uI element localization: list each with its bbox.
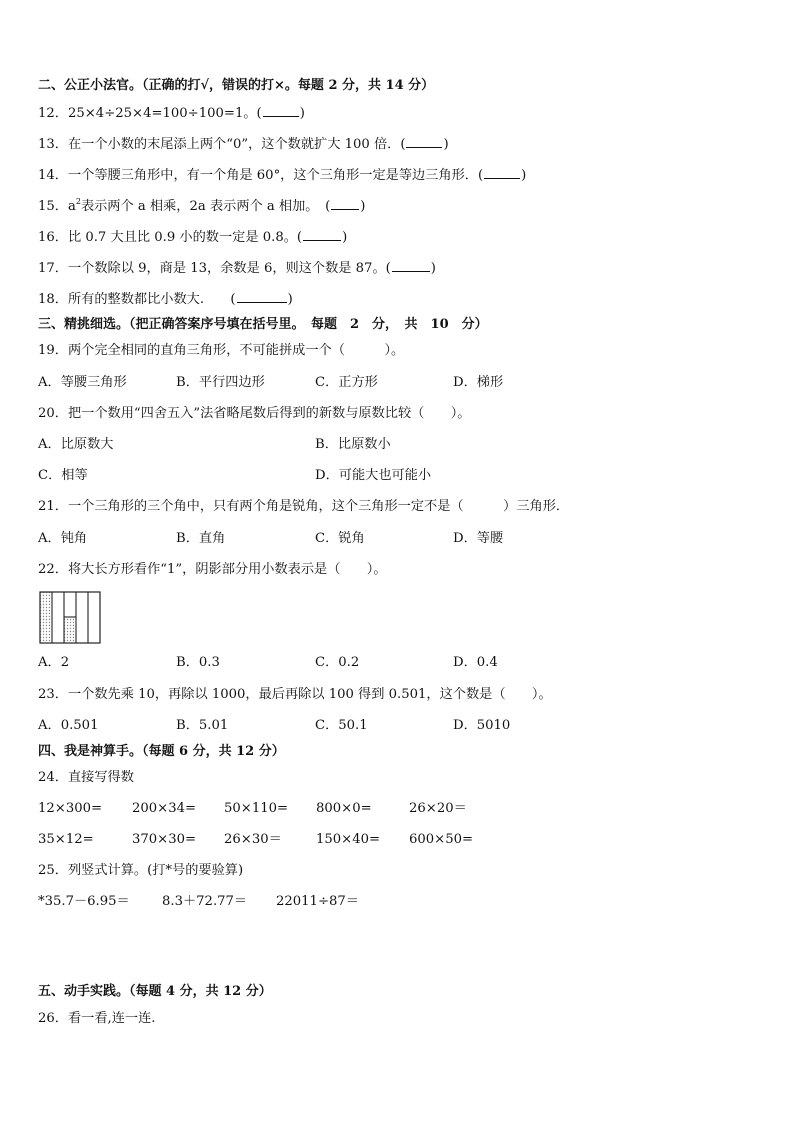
answer-blank-15[interactable] xyxy=(331,197,359,210)
calc-item: 370×30= xyxy=(132,832,197,847)
question-15-text-b: 表示两个 a 相乘，2a 表示两个 a 相加。 ( xyxy=(80,199,331,214)
question-23-text: 23．一个数先乘 10，再除以 1000，最后再除以 100 得到 0.501，这个数是（ ）。 xyxy=(38,687,552,702)
question-16-text: 16．比 0.7 大且比 0.9 小的数一定是 0.8。( xyxy=(38,230,303,245)
question-16-close: ) xyxy=(342,230,348,245)
calc-item: 26×20＝ xyxy=(409,801,467,816)
q21-option-d[interactable]: D．等腰 xyxy=(453,531,504,546)
question-15-exponent: 2 xyxy=(75,196,81,206)
calc-item: 600×50= xyxy=(409,832,474,847)
question-17-text: 17．一个数除以 9，商是 13，余数是 6，则这个数是 87。( xyxy=(38,261,391,276)
q19-option-b[interactable]: B．平行四边形 xyxy=(176,375,265,390)
q20-option-d[interactable]: D．可能大也可能小 xyxy=(315,468,432,483)
vertical-calc-item: *35.7－6.95＝ xyxy=(38,894,130,909)
calc-item: 50×110= xyxy=(224,801,289,816)
shaded-strip-middle xyxy=(64,617,76,643)
question-21-text: 21．一个三角形的三个角中，只有两个角是锐角，这个三角形一定不是（ ）三角形． xyxy=(38,499,570,514)
vertical-calc-item: 8.3＋72.77＝ xyxy=(162,894,248,909)
question-12-close: ) xyxy=(299,106,305,121)
calc-item: 12×300= xyxy=(38,801,103,816)
question-14 xyxy=(38,166,526,185)
answer-blank-18[interactable] xyxy=(237,290,287,303)
shaded-strip-left xyxy=(40,592,52,643)
question-15 xyxy=(38,197,365,216)
question-18-close: ) xyxy=(287,292,293,307)
answer-blank-16[interactable] xyxy=(303,228,341,241)
q21-option-b[interactable]: B．直角 xyxy=(176,531,226,546)
question-16 xyxy=(38,228,347,247)
q23-option-a[interactable]: A．0.501 xyxy=(38,718,99,733)
q19-option-d[interactable]: D．梯形 xyxy=(453,375,504,390)
calc-item: 800×0= xyxy=(316,801,372,816)
q23-option-b[interactable]: B．5.01 xyxy=(176,718,229,733)
q21-option-a[interactable]: A．钝角 xyxy=(38,531,88,546)
answer-blank-14[interactable] xyxy=(484,166,520,179)
q23-option-c[interactable]: C．50.1 xyxy=(315,718,368,733)
question-13-close: ) xyxy=(443,137,449,152)
question-15-text-a: 15．a xyxy=(38,199,76,214)
calc-item: 35×12= xyxy=(38,832,94,847)
question-25-text: 25．列竖式计算。(打*号的要验算) xyxy=(38,863,244,878)
q21-option-c[interactable]: C．锐角 xyxy=(315,531,365,546)
question-20-text: 20．把一个数用“四舍五入”法省略尾数后得到的新数与原数比较（ ）。 xyxy=(38,406,471,421)
question-14-close: ) xyxy=(521,168,527,183)
section-2-title: 二、公正小法官。（正确的打√，错误的打×。每题 2 分，共 14 分） xyxy=(38,78,435,93)
section-3-title: 三、精挑细选。（把正确答案序号填在括号里。 每题 2 分， 共 10 分） xyxy=(38,317,488,332)
q22-option-a[interactable]: A．2 xyxy=(38,655,70,670)
question-15-close: ) xyxy=(360,199,366,214)
calc-item: 200×34= xyxy=(132,801,197,816)
q19-option-c[interactable]: C．正方形 xyxy=(315,375,378,390)
q19-option-a[interactable]: A．等腰三角形 xyxy=(38,375,127,390)
q22-option-b[interactable]: B．0.3 xyxy=(176,655,220,670)
section-4-title: 四、我是神算手。（每题 6 分，共 12 分） xyxy=(38,744,285,759)
q22-option-c[interactable]: C．0.2 xyxy=(315,655,360,670)
q20-option-a[interactable]: A．比原数大 xyxy=(38,437,114,452)
shaded-rectangle-figure xyxy=(39,591,103,645)
question-14-text: 14．一个等腰三角形中，有一个角是 60°，这个三角形一定是等边三角形．( xyxy=(38,168,484,183)
question-22-text: 22．将大长方形看作“1”，阴影部分用小数表示是（ ）。 xyxy=(38,562,387,577)
question-24-text: 24．直接写得数 xyxy=(38,770,134,785)
question-13 xyxy=(38,135,449,154)
section-5-title: 五、动手实践。（每题 4 分，共 12 分） xyxy=(38,984,272,999)
question-19-text: 19．两个完全相同的直角三角形，不可能拼成一个（ ）。 xyxy=(38,343,405,358)
vertical-calc-item: 22011÷87＝ xyxy=(276,894,359,909)
q20-option-c[interactable]: C．相等 xyxy=(38,468,88,483)
question-26-text: 26．看一看,连一连. xyxy=(38,1011,156,1026)
answer-blank-17[interactable] xyxy=(392,259,430,272)
calc-item: 150×40= xyxy=(316,832,381,847)
question-12 xyxy=(38,104,305,123)
question-18-text: 18．所有的整数都比小数大. ( xyxy=(38,292,236,307)
question-12-text: 12．25×4÷25×4=100÷100=1。( xyxy=(38,106,262,121)
q22-option-d[interactable]: D．0.4 xyxy=(453,655,498,670)
calc-item: 26×30＝ xyxy=(224,832,282,847)
q23-option-d[interactable]: D．5010 xyxy=(453,718,511,733)
question-17 xyxy=(38,259,436,278)
question-18 xyxy=(38,290,293,309)
answer-blank-12[interactable] xyxy=(263,104,299,117)
question-17-close: ) xyxy=(430,261,436,276)
question-13-text: 13．在一个小数的末尾添上两个“0”，这个数就扩大 100 倍．( xyxy=(38,137,406,152)
answer-blank-13[interactable] xyxy=(406,135,442,148)
q20-option-b[interactable]: B．比原数小 xyxy=(315,437,391,452)
